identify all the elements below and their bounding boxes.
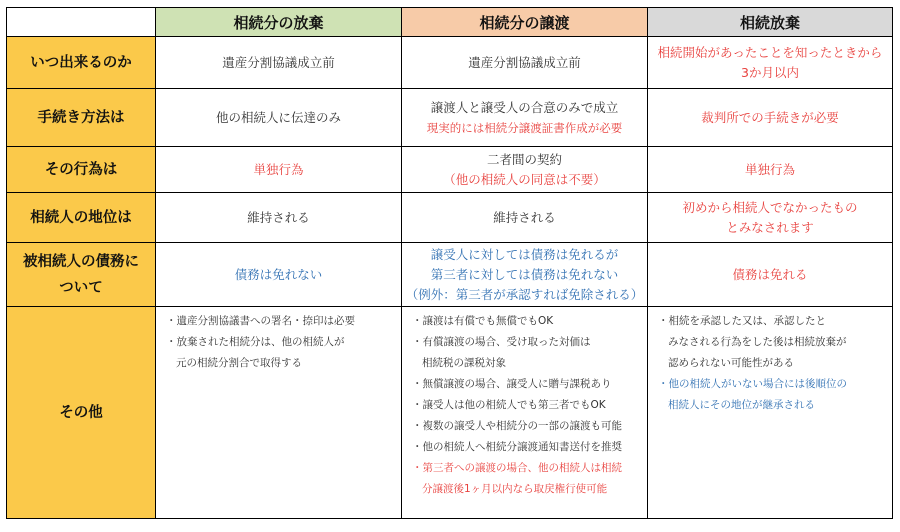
cell-status-c3-line2: とみなされます [726, 219, 814, 235]
cell-act-c2-line1: 二者間の契約 [486, 151, 562, 167]
row-header-status: 相続人の地位は [7, 193, 156, 243]
row-header-debt-line2: ついて [59, 279, 103, 296]
list-item: ・相続を承認した又は、承認したと [658, 315, 826, 327]
list-item: ・第三者への譲渡の場合、他の相続人は相続 [412, 462, 622, 474]
cell-debt-c3: 債務は免れる [648, 243, 893, 307]
cell-status-c3 [648, 193, 893, 243]
cell-procedure-c2 [402, 89, 648, 147]
cell-debt-c2-line1: 譲受人に対しては債務は免れるが [430, 246, 619, 262]
list-item-continuation: 元の相続分割合で取得する [176, 357, 302, 369]
comparison-table [6, 7, 893, 519]
cell-act-c2-line2: （他の相続人の同意は不要） [443, 171, 606, 187]
cell-debt-c2-line2: 第三者に対しては債務は免れない [430, 266, 619, 282]
list-item: ・他の相続人へ相続分譲渡通知書送付を推奨 [412, 441, 622, 453]
cell-procedure-c1: 他の相続人に伝達のみ [156, 89, 402, 147]
cell-debt-c2-line3: （例外：第三者が承認すれば免除される） [405, 286, 644, 302]
list-item: ・譲渡は有償でも無償でもOK [412, 315, 554, 327]
list-item: ・放棄された相続分は、他の相続人が [166, 336, 345, 348]
cell-other-c3 [648, 307, 893, 519]
list-item-continuation: 分譲渡後1ヶ月以内なら取戻権行使可能 [422, 483, 608, 495]
cell-status-c3-line1: 初めから相続人でなかったもの [682, 199, 858, 215]
row-header-procedure: 手続き方法は [7, 89, 156, 147]
header-row [7, 8, 893, 37]
cell-procedure-c3: 裁判所での手続きが必要 [648, 89, 893, 147]
corner-cell [7, 8, 156, 37]
cell-when-c1: 遺産分割協議成立前 [156, 37, 402, 89]
column-header-share-renunciation: 相続分の放棄 [156, 8, 402, 37]
cell-when-c2: 遺産分割協議成立前 [402, 37, 648, 89]
cell-procedure-c2-line2: 現実的には相続分譲渡証書作成が必要 [426, 120, 623, 135]
list-item: ・複数の譲受人や相続分の一部の譲渡も可能 [412, 420, 622, 432]
row-header-act: その行為は [7, 147, 156, 193]
cell-act-c2 [402, 147, 648, 193]
table-row-act [7, 147, 893, 193]
cell-debt-c1: 債務は免れない [156, 243, 402, 307]
cell-when-c3 [648, 37, 893, 89]
cell-when-c3-line1: 相続開始があったことを知ったときから [657, 44, 883, 60]
table-row-status [7, 193, 893, 243]
column-header-share-transfer: 相続分の譲渡 [402, 8, 648, 37]
table-row-debt [7, 243, 893, 307]
list-item-continuation: 認められない可能性がある [668, 357, 794, 369]
list-item: ・譲受人は他の相続人でも第三者でもOK [412, 399, 606, 411]
cell-act-c3: 単独行為 [648, 147, 893, 193]
list-item-continuation: みなされる行為をした後は相続放棄が [668, 336, 847, 348]
cell-other-c2 [402, 307, 648, 519]
cell-debt-c2 [402, 243, 648, 307]
row-header-debt [7, 243, 156, 307]
list-item: ・無償譲渡の場合、譲受人に贈与課税あり [412, 378, 612, 390]
row-header-debt-line1: 被相続人の債務に [23, 253, 139, 270]
table-row-when [7, 37, 893, 89]
table-row-procedure [7, 89, 893, 147]
list-item-continuation: 相続人にその地位が継承される [668, 399, 815, 411]
cell-status-c1: 維持される [156, 193, 402, 243]
cell-act-c1: 単独行為 [156, 147, 402, 193]
row-header-other: その他 [7, 307, 156, 519]
table-row-other [7, 307, 893, 519]
list-item: ・他の相続人がいない場合には後順位の [658, 378, 847, 390]
list-item: ・遺産分割協議書への署名・捺印は必要 [166, 315, 355, 327]
column-header-inheritance-renunciation: 相続放棄 [648, 8, 893, 37]
list-item-continuation: 相続税の課税対象 [422, 357, 506, 369]
cell-status-c2: 維持される [402, 193, 648, 243]
cell-other-c1 [156, 307, 402, 519]
list-item: ・有償譲渡の場合、受け取った対価は [412, 336, 591, 348]
row-header-when: いつ出来るのか [7, 37, 156, 89]
cell-when-c3-line2: 3か月以内 [741, 64, 799, 80]
cell-procedure-c2-line1: 譲渡人と譲受人の合意のみで成立 [430, 99, 619, 115]
